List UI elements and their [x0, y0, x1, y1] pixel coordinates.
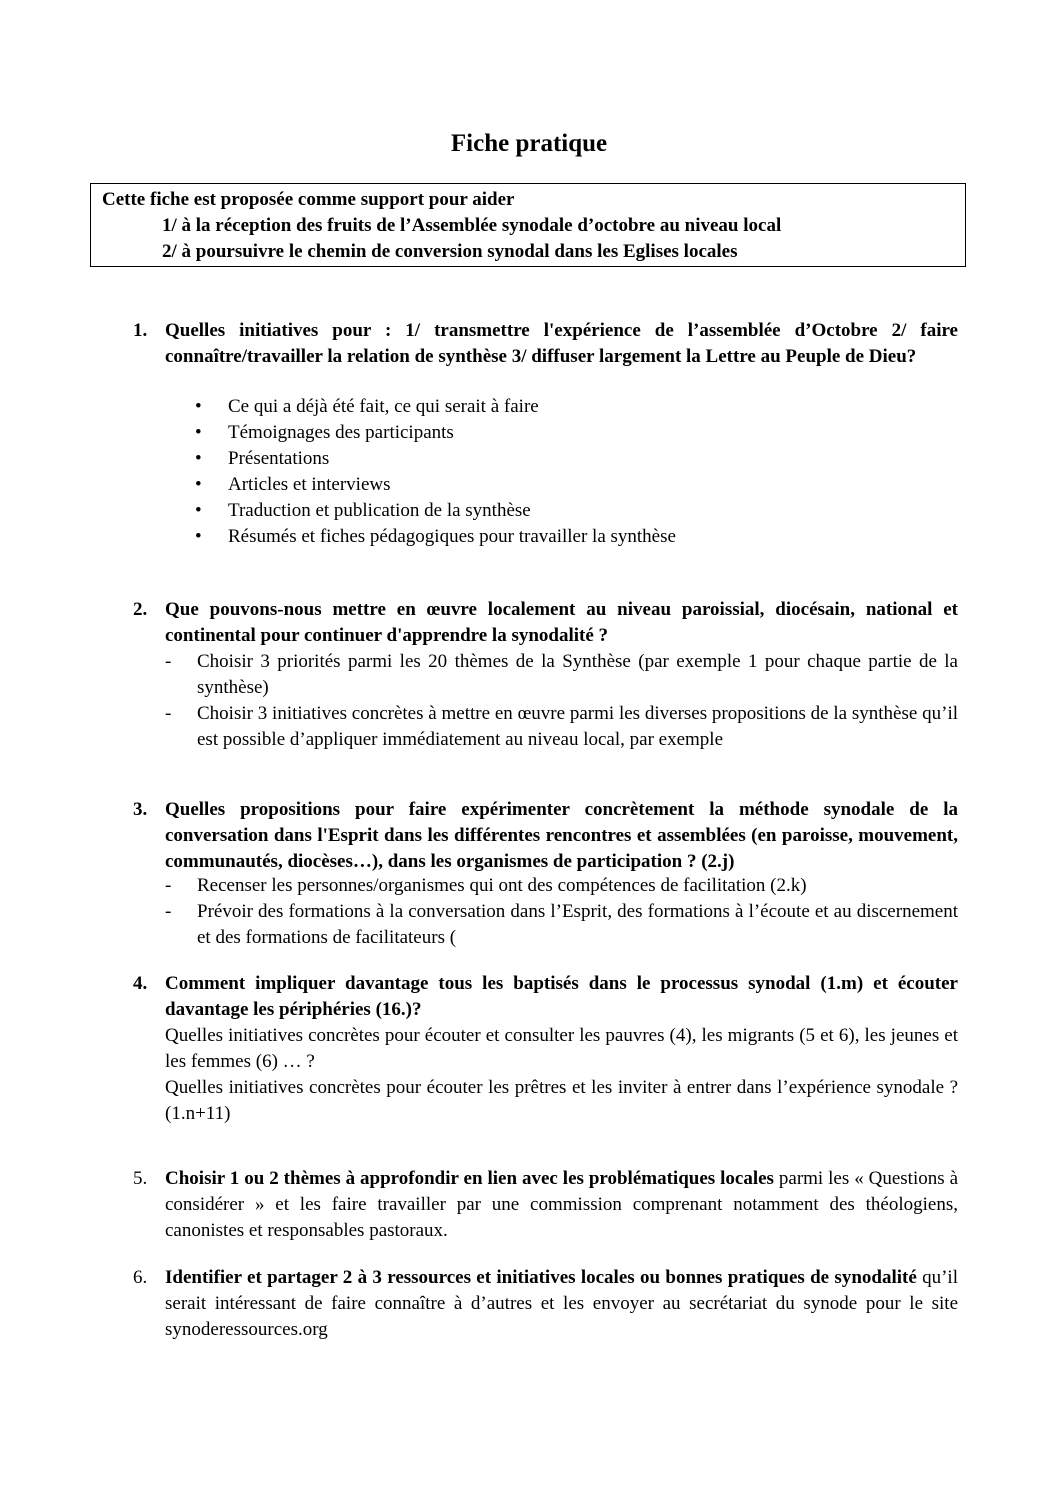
bullet-dot-icon: •: [195, 422, 202, 443]
item-number: 1.: [133, 320, 148, 341]
intro-line: Cette fiche est proposée comme support pour aider: [102, 189, 515, 210]
bullet-dot-icon: •: [195, 474, 202, 495]
bullet-item: • Témoignages des participants: [195, 420, 895, 446]
item-paragraph: Quelles initiatives concrètes pour écouter les prêtres et les inviter à entrer dans l’expérience synodale ? (1.n+11): [165, 1077, 958, 1124]
dash-list: [165, 873, 958, 951]
dash-marker: -: [165, 651, 172, 672]
bullet-dot-icon: •: [195, 500, 202, 521]
item-number: 3.: [133, 799, 148, 820]
page-title: Fiche pratique: [450, 130, 608, 157]
intro-line: 1/ à la réception des fruits de l’Assemblée synodale d’octobre au niveau local: [162, 215, 782, 236]
dash-item: - Recenser les personnes/organismes qui ont des compétences de facilitation (2.k): [165, 873, 958, 899]
intro-box: [90, 183, 966, 267]
bullet-list: [195, 394, 895, 550]
item-question: [165, 597, 958, 649]
bullet-item: • Résumés et fiches pédagogiques pour travailler la synthèse: [195, 524, 895, 550]
item-question: [165, 1166, 958, 1244]
item-heading: Quelles initiatives pour : 1/ transmettre l'expérience de l’assemblée d’Octobre 2/ faire connaître/travailler la relation de synthèse 3/ diffuser largement la Lettre au Peuple de Dieu?: [165, 320, 958, 367]
dash-list: [165, 649, 958, 753]
item-paragraph: Quelles initiatives concrètes pour écouter et consulter les pauvres (4), les migrants (5 et 6), les jeunes et les femmes (6) … ?: [165, 1025, 958, 1072]
item-heading: Que pouvons-nous mettre en œuvre localement au niveau paroissial, diocésain, national et continental pour continuer d'apprendre la synodalité ?: [165, 599, 958, 646]
item-heading: Comment impliquer davantage tous les baptisés dans le processus synodal (1.m) et écouter davantage les périphéries (16.)?: [165, 973, 958, 1020]
dash-marker: -: [165, 703, 172, 724]
bullet-item: • Présentations: [195, 446, 895, 472]
dash-item: - Choisir 3 initiatives concrètes à mettre en œuvre parmi les diverses propositions de la synthèse qu’il est possible d’appliquer immédiatement au niveau local, par exemple: [165, 703, 958, 750]
item-number: 6.: [133, 1267, 148, 1288]
intro-line: 2/ à poursuivre le chemin de conversion synodal dans les Eglises locales: [162, 241, 738, 262]
item-text: parmi les « Questions à considérer » et les faire travailler par une commission comprenant notamment des théologiens, canonistes et responsables pastoraux.: [165, 1168, 959, 1241]
dash-marker: -: [165, 901, 172, 922]
bullet-dot-icon: •: [195, 448, 202, 469]
item-question: [165, 318, 958, 370]
item-question: [165, 797, 958, 875]
dash-marker: -: [165, 875, 172, 896]
bullet-dot-icon: •: [195, 526, 202, 547]
item-number: 5.: [133, 1168, 148, 1189]
dash-item: - Choisir 3 priorités parmi les 20 thèmes de la Synthèse (par exemple 1 pour chaque partie de la synthèse): [165, 651, 958, 698]
bullet-dot-icon: •: [195, 396, 202, 417]
item-text: qu’il serait intéressant de faire connaître à d’autres et les envoyer au secrétariat du synode pour le site synoderessources.org: [165, 1267, 958, 1340]
bullet-item: • Articles et interviews: [195, 472, 895, 498]
bullet-item: • Traduction et publication de la synthèse: [195, 498, 895, 524]
item-heading: Choisir 1 ou 2 thèmes à approfondir en lien avec les problématiques locales: [165, 1168, 774, 1189]
item-number: 2.: [133, 599, 148, 620]
dash-item: - Prévoir des formations à la conversation dans l’Esprit, des formations à l’écoute et au discernement et des formations de facilitateurs (: [165, 901, 958, 948]
item-heading: Identifier et partager 2 à 3 ressources et initiatives locales ou bonnes pratiques de synodalité: [165, 1267, 917, 1288]
item-question: [165, 971, 958, 1127]
bullet-item: • Ce qui a déjà été fait, ce qui serait à faire: [195, 394, 895, 420]
item-heading: Quelles propositions pour faire expérimenter concrètement la méthode synodale de la conversation dans l'Esprit dans les différentes rencontres et assemblées (en paroisse, mouvement, communautés, diocèses…), dans les organismes de participation ? (2.j): [165, 799, 958, 872]
item-question: [165, 1265, 958, 1343]
item-number: 4.: [133, 973, 148, 994]
